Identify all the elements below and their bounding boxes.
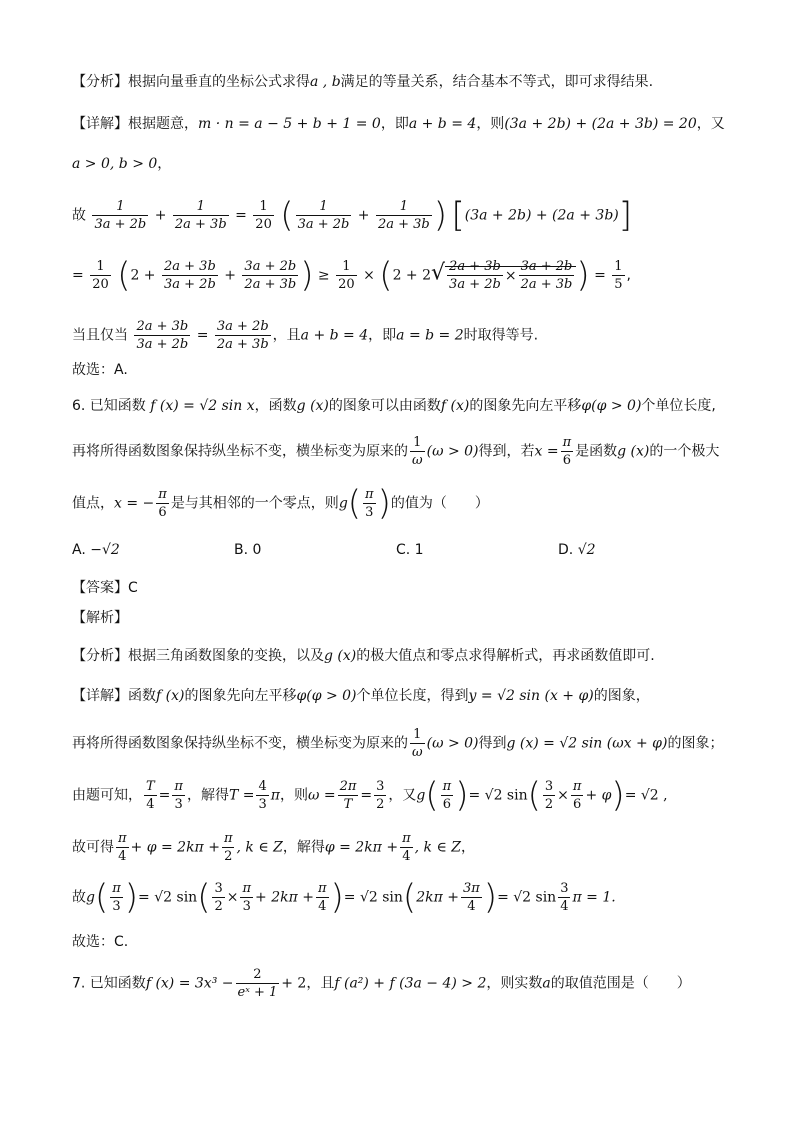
q6-jiexi: 【解析】: [72, 610, 128, 626]
q6-detail-2: 再将所得函数图象保持纵坐标不变，横坐标变为原来的 $\frac{1}{\omega}$ (ω > 0)得到g (x) = √2 sin (ωx + φ)的图象；: [72, 727, 724, 760]
detail-tag: 【详解】: [72, 116, 128, 132]
q7-stem: 7. 已知函数f (x) = 3x³ − $\frac{2}{\text{eˣ + 1}}$ + 2，且f (a²) + f (3a − 4) > 2，则实数a的取值范围是（ ）: [72, 967, 691, 1000]
p5-equality-line: 当且仅当 $\frac{2a + 3b}{3a + 2b}$ = $\frac{3a + 2b}{2a + 3b}$ ，且a + b = 4，即a = b = 2时取得等号.: [72, 319, 539, 352]
q6-answer: 【答案】C: [72, 580, 138, 596]
q6-detail-1: 【详解】函数f (x)的图象先向左平移φ(φ > 0)个单位长度，得到y = √2 sin (x + φ)的图象，: [72, 688, 650, 704]
q6-detail-3: 由题可知， $\frac{T}{4}$ = $\frac{\pi}{3}$ ，解得T = $\frac{4}{3}$ π，则ω = $\frac{2\pi}{T}$ = $\frac{3}{2}$ ，又g( $\frac{\pi}{6}$ )= √2 sin( $\frac{3}{2}$ × $\frac{\pi}{6}$ + φ)= √2 ,: [72, 775, 668, 816]
q6-answer-line: 故选：C.: [72, 934, 129, 950]
q6-stem-1: 6. 已知函数 f (x) = √2 sin x，函数g (x)的图象可以由函数f (x)的图象先向左平移φ(φ > 0)个单位长度,: [72, 398, 716, 414]
p5-answer-line: 故选：A.: [72, 362, 128, 378]
option-a[interactable]: A. −√2: [72, 542, 120, 558]
q6-detail-5: 故g( $\frac{\pi}{3}$ )= √2 sin( $\frac{3}{2}$ × $\frac{\pi}{3}$ + 2kπ + $\frac{\pi}{4}$ )= √2 sin(2kπ + $\frac{3\pi}{4}$ )= √2 sin $\frac{3}{4}$ π = 1.: [72, 877, 616, 918]
p5-equation-1: 故 $\frac{1}{3a + 2b}$ + $\frac{1}{2a + 3b}$ = $\frac{1}{20}$ ( $\frac{1}{3a + 2b}$ + $\frac{1}{2a + 3b}$ ) [(3a + 2b) + (2a + 3b)]: [72, 195, 633, 236]
q6-stem-3: 值点，x = − $\frac{\pi}{6}$ 是与其相邻的一个零点，则g( $\frac{\pi}{3}$ )的值为（ ）: [72, 483, 489, 524]
p5-analysis-line: 【分析】根据向量垂直的坐标公式求得a , b满足的等量关系，结合基本不等式，即可求得结果.: [72, 74, 654, 90]
q6-stem-2: 再将所得函数图象保持纵坐标不变，横坐标变为原来的 $\frac{1}{\omega}$ (ω > 0)得到，若x = $\frac{\pi}{6}$ 是函数g (x)的一个极大: [72, 435, 720, 468]
p5-equation-2: = $\frac{1}{20}$ (2 + $\frac{2a + 3b}{3a + 2b}$ + $\frac{3a + 2b}{2a + 3b}$ ) ≥ $\frac{1}{20}$ × (2 + 2√ $\frac{2a + 3b}{3a + 2b}$ × $\frac{3a + 2b}{2a + 3b}$ ) = $\frac{1}{5}$ ,: [72, 255, 631, 296]
analysis-tag: 【分析】: [72, 74, 128, 90]
option-b[interactable]: B. 0: [234, 542, 262, 558]
p5-detail-line: 【详解】根据题意，m · n = a − 5 + b + 1 = 0，即a + b = 4，则(3a + 2b) + (2a + 3b) = 20，又: [72, 116, 725, 132]
option-d[interactable]: D. √2: [558, 542, 596, 558]
q6-detail-4: 故可得 $\frac{\pi}{4}$ + φ = 2kπ + $\frac{\pi}{2}$ , k ∈ Z，解得φ = 2kπ + $\frac{\pi}{4}$ , k ∈ Z，: [72, 831, 475, 864]
option-c[interactable]: C. 1: [396, 542, 424, 558]
q6-analysis-line: 【分析】根据三角函数图象的变换，以及g (x)的极大值点和零点求得解析式，再求函数值即可.: [72, 648, 655, 664]
p5-condition-line: a > 0, b > 0，: [72, 156, 172, 172]
